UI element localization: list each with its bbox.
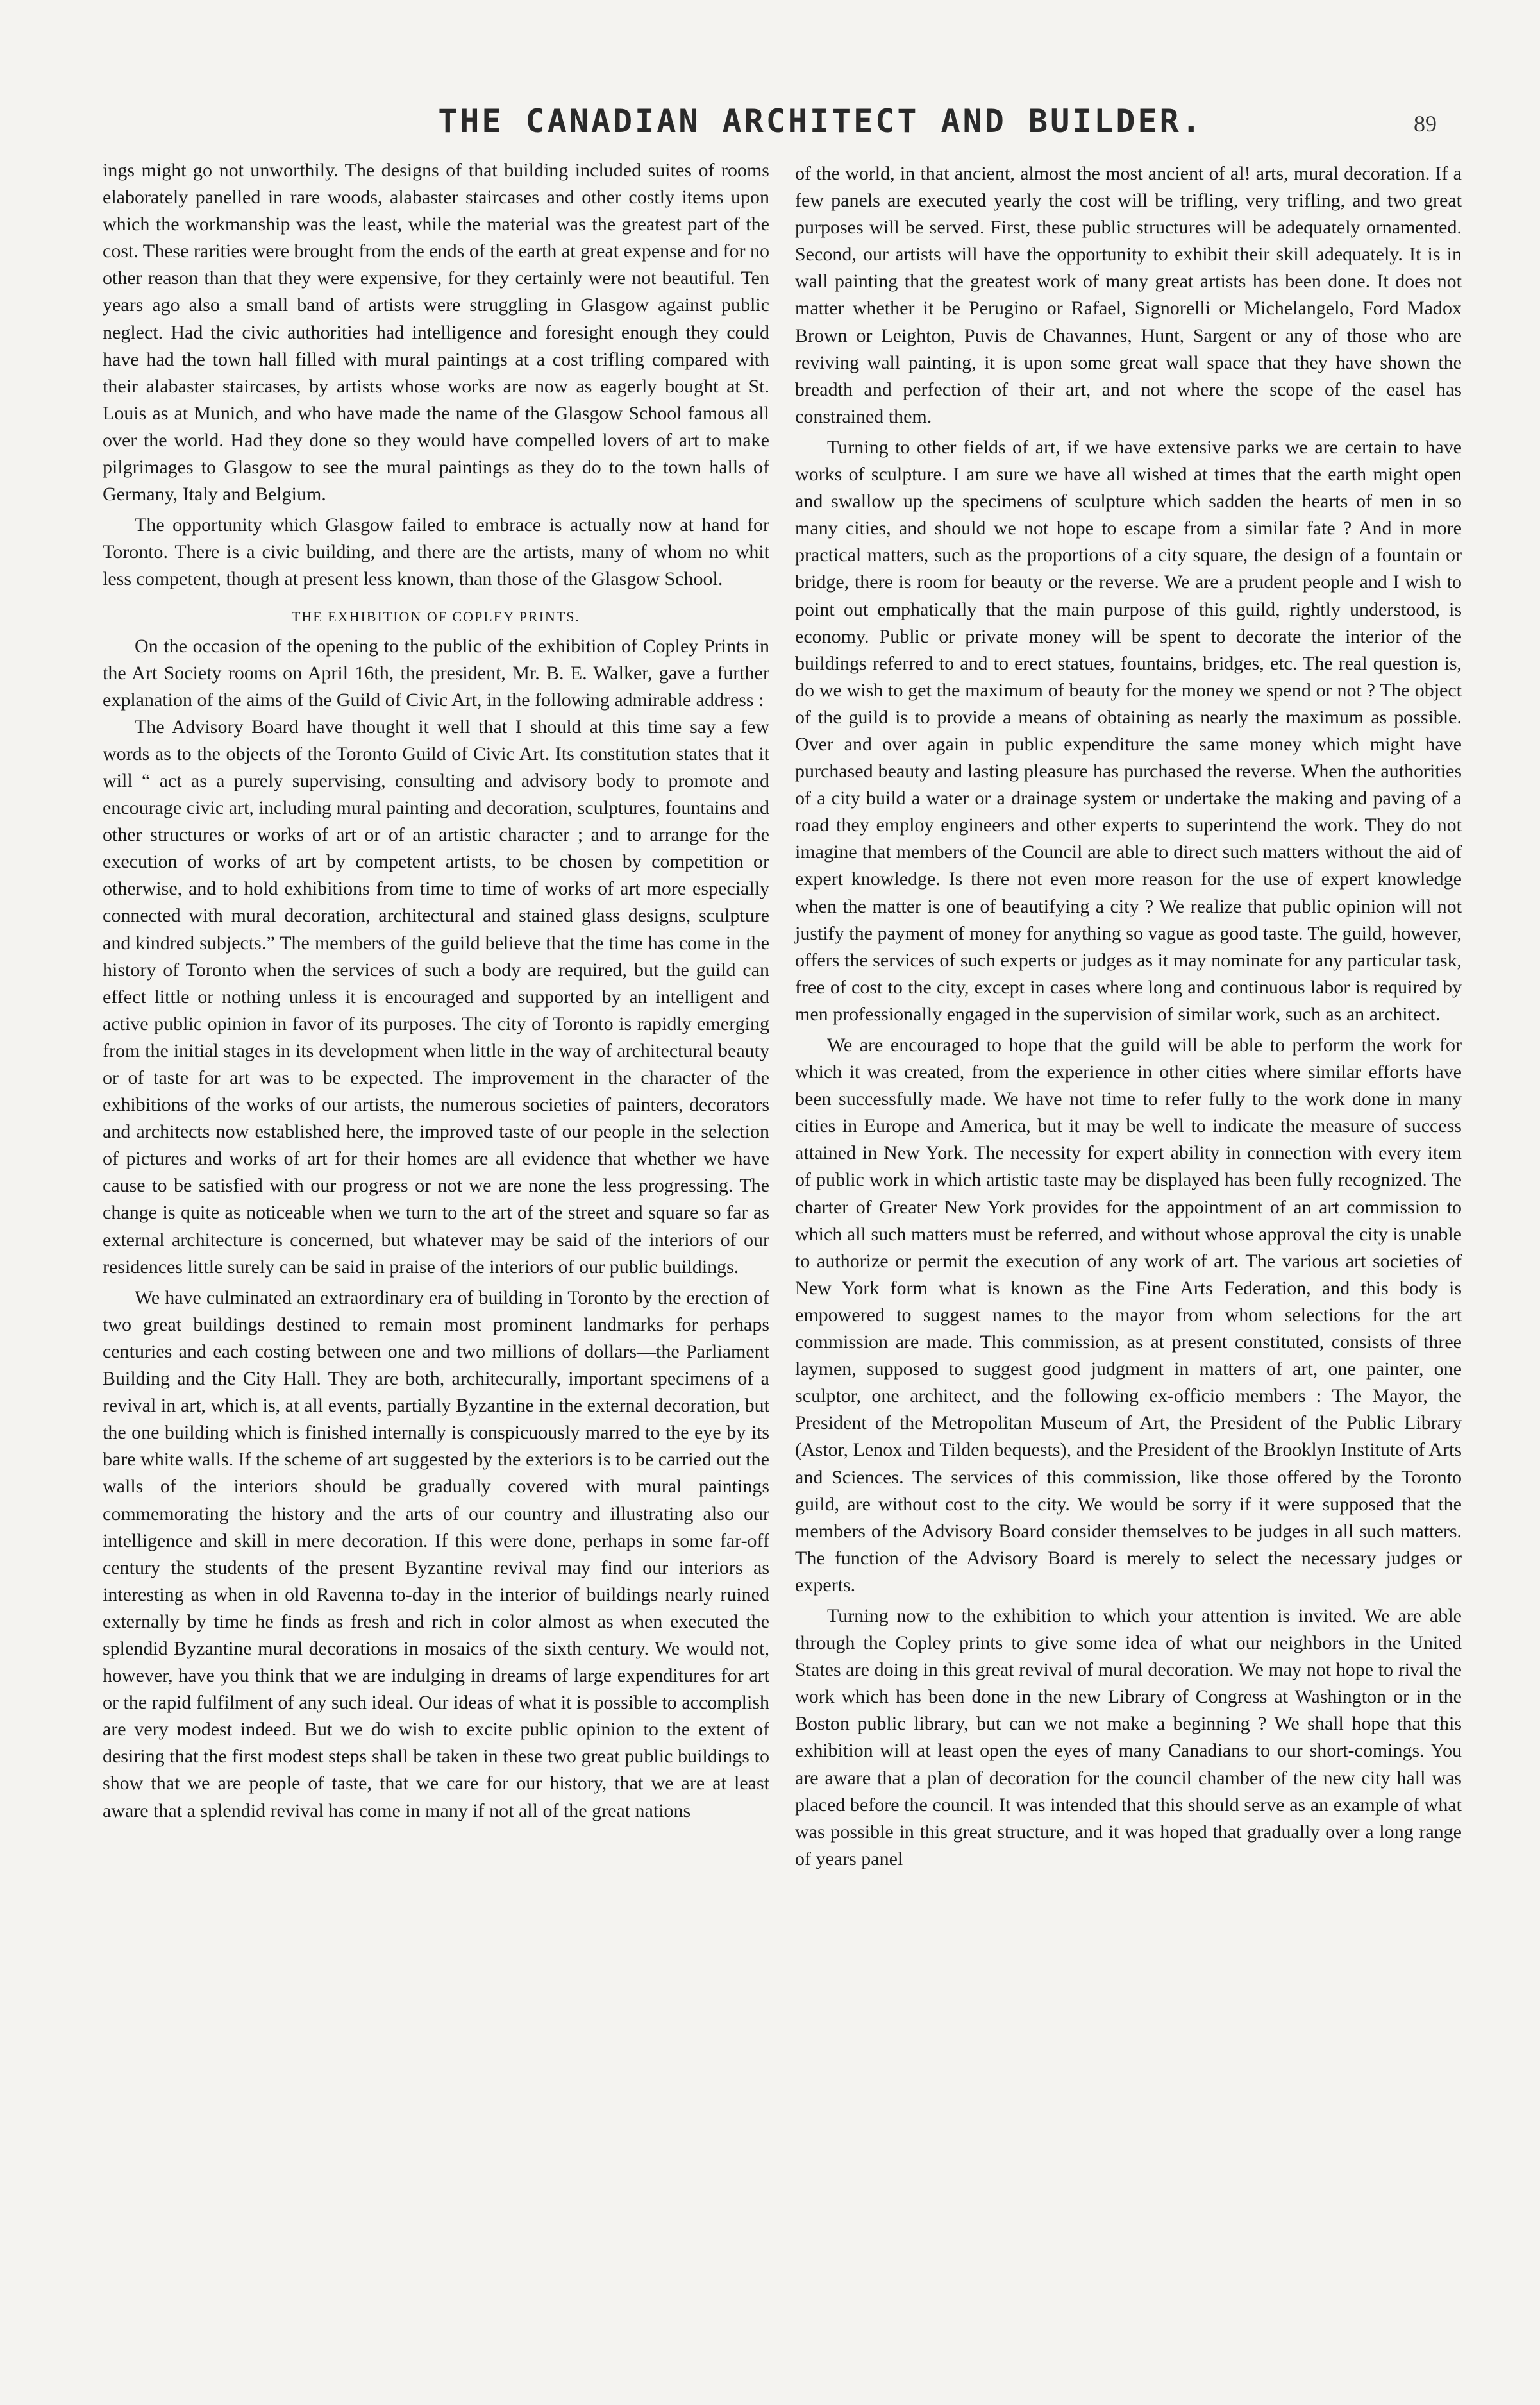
paragraph: The Advisory Board have thought it well that I should at this time say a few words as to the objects of the Toronto Guild of Civic Art. Its constitution states that it will “ act as a purely supervising, consulting and advisory body to promote and encourage civic art, including mural painting and decoration, sculptures, fountains and other structures or works of art or of an artistic character ; and to arrange for the execution of works of art by competent artists, to be chosen by competition or otherwise, and to hold exhibitions from time to time of works of art more especially connected with mural decoration, architectural and stained glass designs, sculpture and kindred subjects.” The members of the guild believe that the time has come in the history of Toronto when the services of such a body are required, but the guild can effect little or nothing unless it is encouraged and supported by an intelligent and active public opinion in favor of its purposes. The city of Toronto is rapidly emerging from the initial stages in its development when little in the way of architectural beauty or of taste for art was to be expected. The improvement in the character of the exhibitions of the works of our artists, the numerous societies of painters, decorators and architects now established here, the improved taste of our people in the selection of pictures and works of art for their homes are all evidence that whether we have cause to be satisfied with our progress or not we are none the less progressing. The change is quite as noticeable when we turn to the art of the street and square so far as external architecture is concerned, but whatever may be said of the interiors of our residences little surely can be said in praise of the interiors of our public buildings. — [103, 716, 769, 1278]
paragraph: On the occasion of the opening to the public of the exhibition of Copley Prints in the Art Society rooms on April 16th, the president, Mr. B. E. Walker, gave a further explanation of the aims of the Guild of Civic Art, in the following admirable address : — [103, 635, 769, 711]
left-column — [103, 157, 769, 1825]
paragraph: We are encouraged to hope that the guild will be able to perform the work for which it was created, from the experience in other cities where similar efforts have been successfully made. We have not time to refer fully to the work done in many cities in Europe and America, but it may be well to indicate the measure of success attained in New York. The necessity for expert ability in connection with every item of public work in which artistic taste may be displayed has been fully recognized. The charter of Greater New York provides for the appointment of an art commission to which all such matters must be referred, and without whose approval the city is unable to authorize or permit the execution of any work of art. The various art societies of New York form what is known as the Fine Arts Federation, and this body is empowered to suggest names to the mayor from whom selections for the art commission are made. This commission, as at present constituted, consists of three laymen, supposed to suggest good judgment in matters of art, one painter, one sculptor, one architect, and the following ex-officio members : The Mayor, the President of the Metropolitan Museum of Art, the President of the Public Library (Astor, Lenox and Tilden bequests), and the President of the Brooklyn Institute of Arts and Sciences. The services of this commission, like those offered by the Toronto guild, are without cost to the city. We would be sorry if it were supposed that the members of the Advisory Board consider themselves to be judges in all such matters. The function of the Advisory Board is merely to select the necessary judges or experts. — [795, 1034, 1462, 1596]
page-number: 89 — [1414, 111, 1437, 137]
paragraph: Turning now to the exhibition to which your attention is invited. We are able through the Copley prints to give some idea of what our neighbors in the United States are doing in this great revival of mural decoration. We may not hope to rival the work which has been done in the new Library of Congress at Washington or in the Boston public library, but can we not make a beginning ? We shall hope that this exhibition will at least open the eyes of many Canadians to our short-comings. You are aware that a plan of decoration for the council chamber of the new city hall was placed before the council. It was intended that this should serve as an example of what was possible in this great structure, and it was hoped that gradually over a long range of years panel — [795, 1605, 1462, 1869]
running-title: THE CANADIAN ARCHITECT AND BUILDER. — [438, 103, 1203, 140]
paragraph: We have culminated an extraordinary era of building in Toronto by the erection of two great buildings destined to remain most prominent landmarks for perhaps centuries and each costing between one and two millions of dollars—the Parliament Building and the City Hall. They are both, architecurally, important specimens of a revival in art, which is, at all events, partially Byzantine in the external decoration, but the one building which is finished internally is conspicuously marred to the eye by its bare white walls. If the scheme of art suggested by the exteriors is to be carried out the walls of the interiors should be gradually covered with mural paintings commemorating the history and the arts of our country and illustrating also our intelligence and skill in mere decoration. If this were done, perhaps in some far-off century the students of the present Byzantine revival may find our interiors as interesting as when in old Ravenna to-day in the interior of buildings nearly ruined externally by time he finds as fresh and rich in color almost as when executed the splendid Byzantine mural decorations in mosaics of the sixth century. We would not, however, have you think that we are indulging in dreams of large expenditures for art or the rapid fulfilment of any such ideal. Our ideas of what it is possible to accomplish are very modest indeed. But we do wish to excite public opinion to the extent of desiring that the first modest steps shall be taken in these two great public buildings to show that we are people of taste, that we care for our history, that we are at least aware that a splendid revival has come in many if not all of the great nations — [103, 1287, 769, 1821]
paragraph: The opportunity which Glasgow failed to embrace is actually now at hand for Toronto. There is a civic building, and there are the artists, many of whom no whit less competent, though at present less known, than those of the Glasgow School. — [103, 514, 769, 590]
paragraph: ings might go not unworthily. The designs of that building included suites of rooms elaborately panelled in rare woods, alabaster staircases and other costly items upon which the workmanship was the least, while the material was the greatest part of the cost. These rarities were brought from the ends of the earth at great expense and for no other reason than that they were expensive, for they certainly were not beautiful. Ten years ago also a small band of artists were struggling in Glasgow against public neglect. Had the civic authorities had intelligence and foresight enough they could have had the town hall filled with mural paintings at a cost trifling compared with their alabaster staircases, by artists whose works are now as eagerly bought at St. Louis as at Munich, and who have made the name of the Glasgow School famous all over the world. Had they done so they would have compelled lovers of art to make pilgrimages to Glasgow to see the mural paintings as they do to the town halls of Germany, Italy and Belgium. — [103, 160, 769, 505]
paragraph: Turning to other fields of art, if we have extensive parks we are certain to have works of sculpture. I am sure we have all wished at times that the earth might open and swallow up the specimens of sculpture which sadden the hearts of men in so many cities, and should we not hope to escape from a similar fate ? And in more practical matters, such as the proportions of a city square, the design of a fountain or bridge, there is room for beauty or the reverse. We are a prudent people and I wish to point out emphatically that the main purpose of this guild, rightly understood, is economy. Public or private money will be spent to decorate the interior of the buildings referred to and to erect statues, fountains, bridges, etc. The real question is, do we wish to get the maximum of beauty for the money we spend or not ? The object of the guild is to provide a means of obtaining as nearly the maximum as possible. Over and over again in public expenditure the same money which might have purchased beauty and lasting pleasure has purchased the reverse. When the authorities of a city build a water or a drainage system or undertake the making and paving of a road they employ engineers and other experts to superintend the work. They do not imagine that members of the Council are able to direct such matters without the aid of expert knowledge. Is there not even more reason for the use of expert knowledge when the matter is one of beautifying a city ? We realize that public opinion will not justify the payment of money for anything so vague as good taste. The guild, however, offers the services of such experts or judges as it may nominate for any particular task, free of cost to the city, except in cases where long and continuous labor is required by men professionally engaged in the supervision of similar work, such as an architect. — [795, 436, 1462, 1025]
paragraph: of the world, in that ancient, almost the most ancient of al! arts, mural decoration. If a few panels are executed yearly the cost will be trifling, very trifling, and two great purposes will be served. First, these public structures will be adequately ornamented. Second, our artists will have the opportunity to exhibit their skill adequately. It is in wall painting that the greatest work of many great artists has been done. It does not matter whether it be Perugino or Rafael, Signorelli or Michelangelo, Ford Madox Brown or Leighton, Puvis de Chavannes, Hunt, Sargent or any of those who are reviving wall painting, it is upon some great wall space that they have shown the breadth and perfection of their art, and not where the scope of the easel has constrained them. — [795, 163, 1462, 427]
section-heading: THE EXHIBITION OF COPLEY PRINTS. — [291, 608, 580, 625]
right-column — [795, 160, 1462, 1873]
